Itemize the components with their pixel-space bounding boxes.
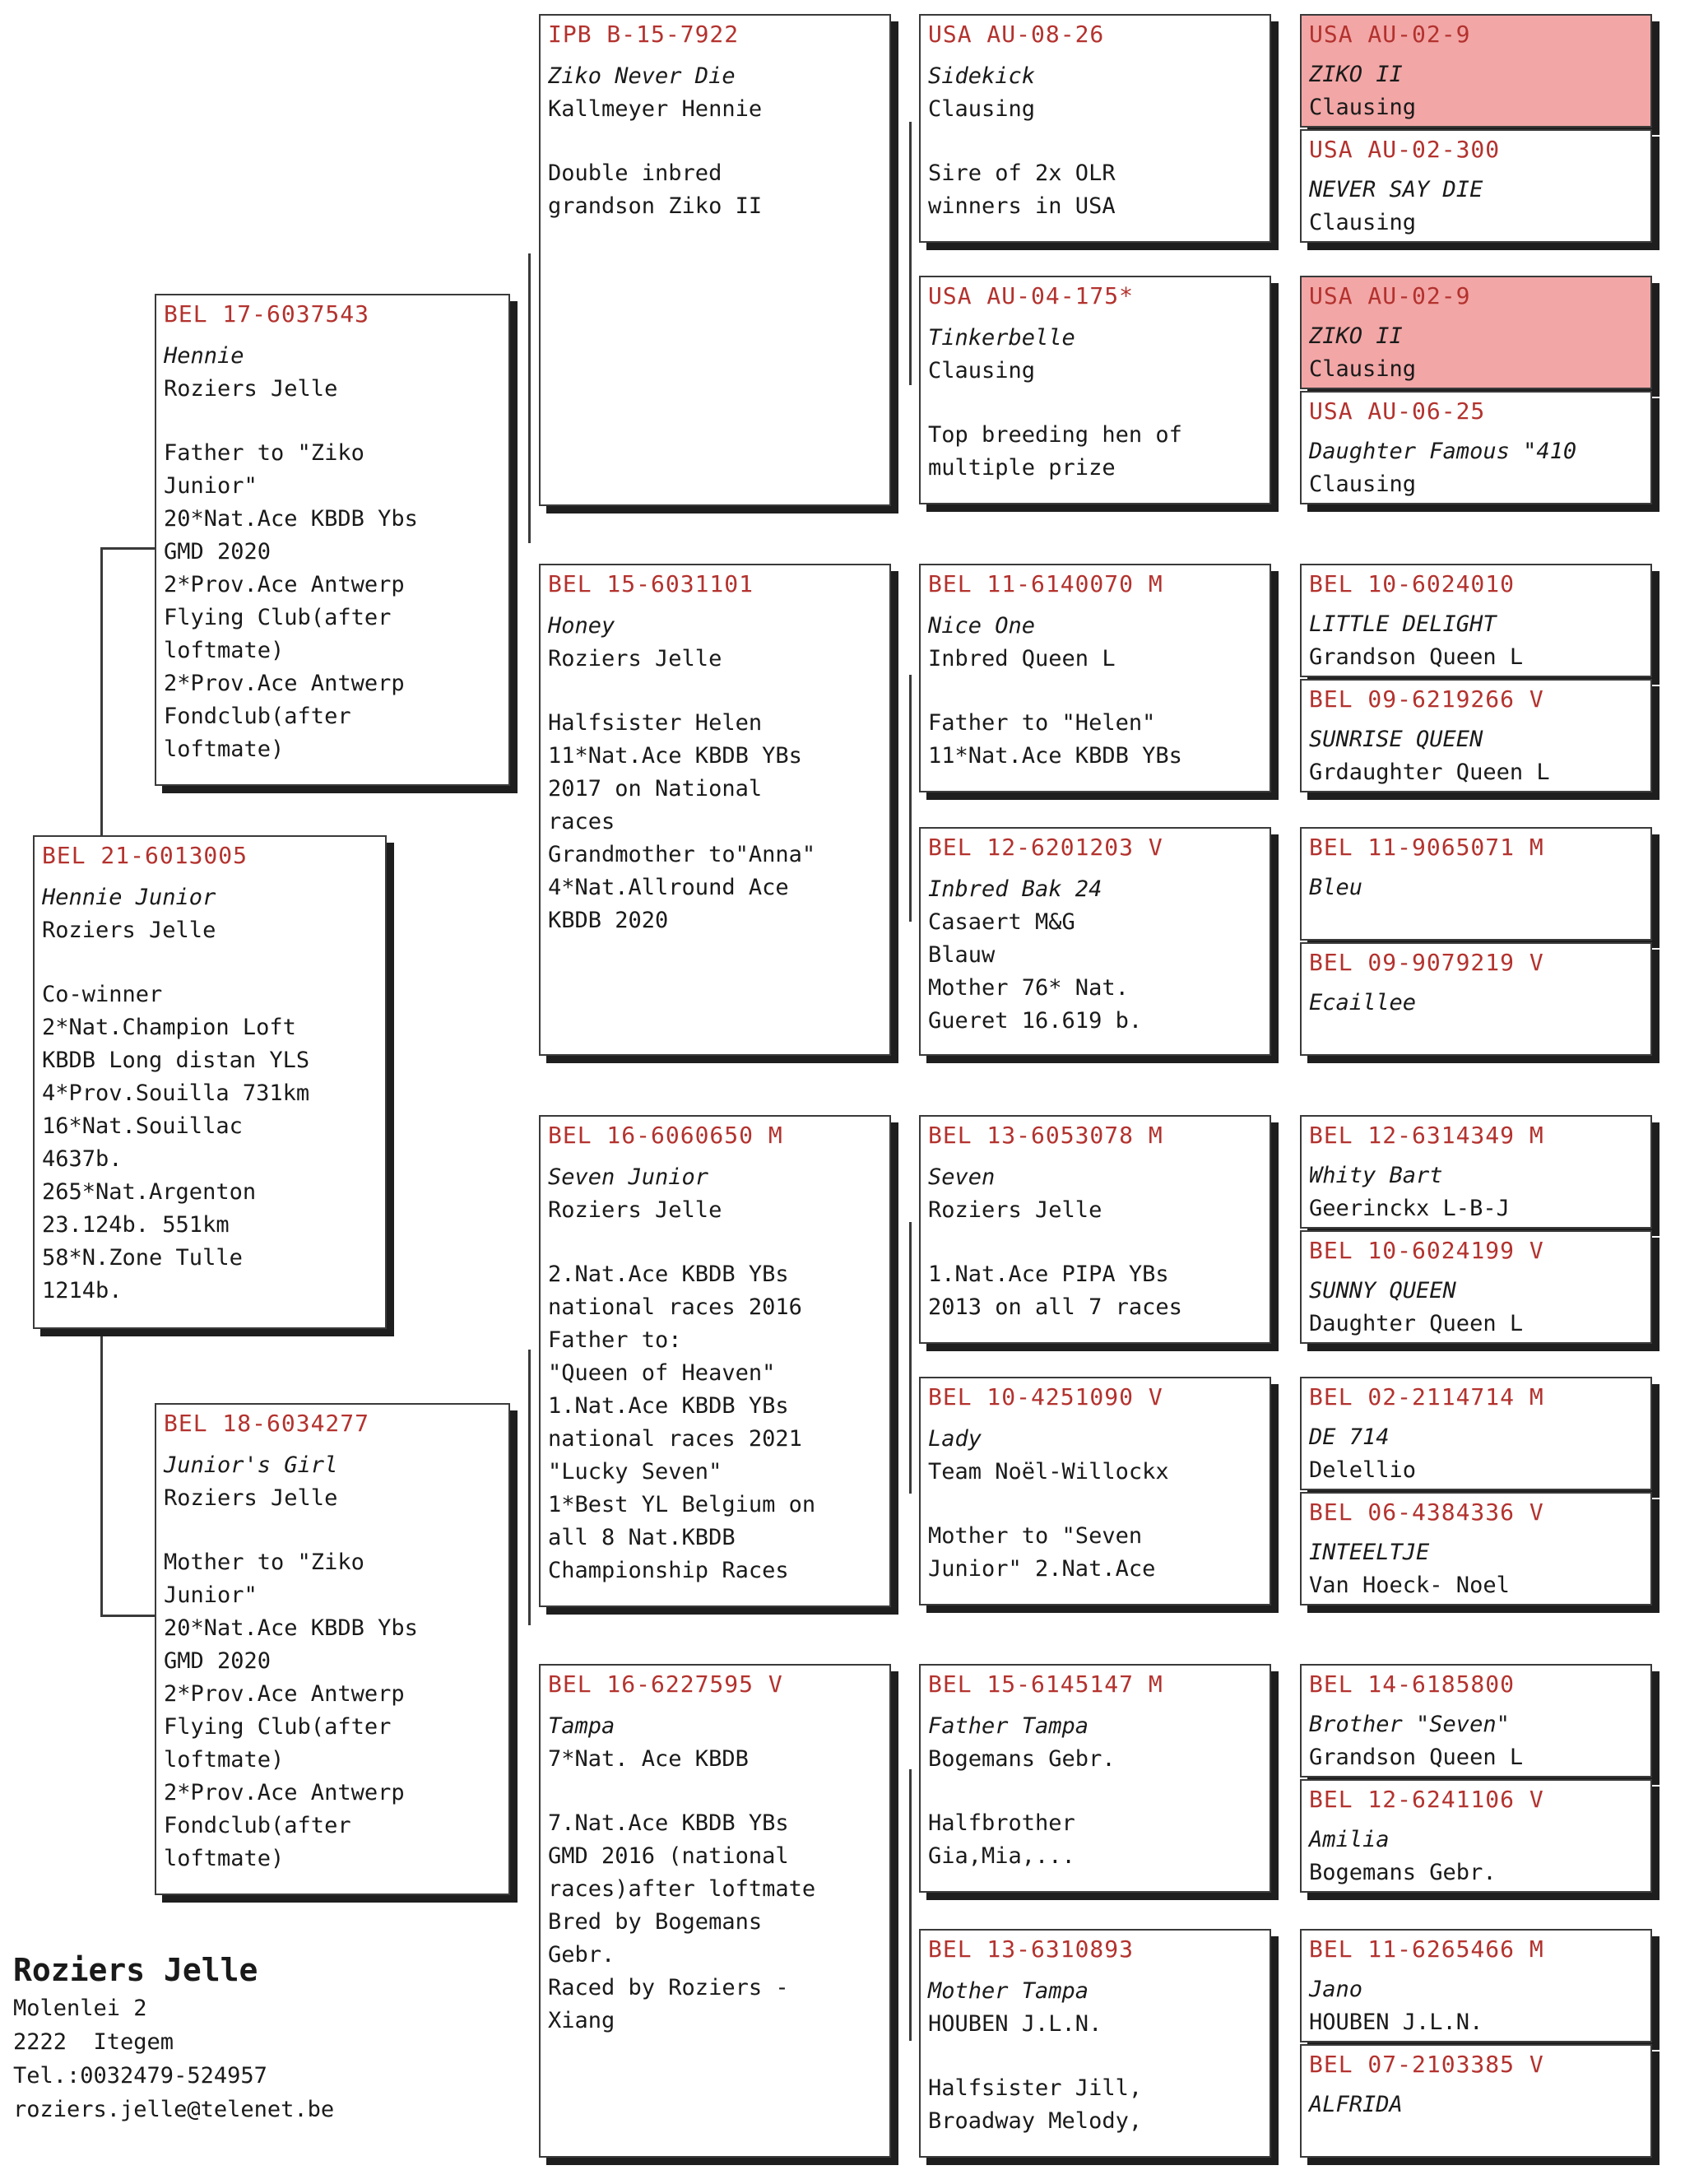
pigeon-notes bbox=[928, 157, 1262, 223]
note-line: 16*Nat.Souillac bbox=[42, 1113, 243, 1139]
connector-line bbox=[100, 1329, 103, 1617]
note-line: KBDB Long distan YLS bbox=[42, 1048, 310, 1073]
note-line: 4*Prov.Souilla 731km bbox=[42, 1080, 310, 1106]
note-line: Raced by Roziers - bbox=[548, 1975, 789, 2000]
ring-number: BEL 10-6024010 bbox=[1309, 570, 1516, 597]
pigeon-owner: 7*Nat. Ace KBDB bbox=[548, 1746, 749, 1772]
note-line: Father to "Ziko bbox=[164, 440, 364, 466]
note-line: Broadway Melody, bbox=[928, 2108, 1143, 2134]
pigeon-notes bbox=[42, 978, 378, 1308]
note-line: 4*Nat.Allround Ace bbox=[548, 875, 789, 900]
pigeon-owner: Roziers Jelle bbox=[548, 1197, 722, 1223]
pigeon-name: Ecaillee bbox=[1309, 990, 1417, 1015]
pigeon-owner: Roziers Jelle bbox=[164, 1485, 338, 1511]
pigeon-name: Tinkerbelle bbox=[928, 325, 1075, 351]
pigeon-owner: Bogemans Gebr. bbox=[1309, 1860, 1497, 1885]
note-line: "Lucky Seven" bbox=[548, 1459, 722, 1485]
breeder-phone: Tel.:0032479-524957 bbox=[13, 2063, 267, 2089]
note-line: Mother to "Ziko bbox=[164, 1550, 364, 1575]
note-line: "Queen of Heaven" bbox=[548, 1360, 776, 1386]
pigeon-owner: Delellio bbox=[1309, 1457, 1417, 1483]
pigeon-notes bbox=[928, 1520, 1262, 1586]
note-line: Gebr. bbox=[548, 1942, 615, 1968]
note-line: 2.Nat.Ace KBDB YBs bbox=[548, 1262, 789, 1287]
pedigree-card-gen5 bbox=[1300, 1492, 1652, 1605]
pigeon-owner: Grdaughter Queen L bbox=[1309, 760, 1550, 785]
pedigree-card-gen3 bbox=[539, 1115, 891, 1607]
note-line: Flying Club(after bbox=[164, 605, 392, 630]
pedigree-card-gen5 bbox=[1300, 276, 1652, 389]
pedigree-card-gen5 bbox=[1300, 14, 1652, 128]
ring-number: USA AU-08-26 bbox=[928, 21, 1105, 48]
ring-number: BEL 12-6314349 M bbox=[1309, 1122, 1544, 1149]
pigeon-name: SUNNY QUEEN bbox=[1309, 1278, 1456, 1303]
pedigree-card-gen4 bbox=[919, 1377, 1271, 1605]
ring-number: BEL 13-6053078 M bbox=[928, 1122, 1163, 1149]
note-line: Junior" bbox=[164, 473, 258, 499]
pigeon-owner: HOUBEN J.L.N. bbox=[928, 2011, 1102, 2037]
note-line: multiple prize bbox=[928, 455, 1116, 481]
ring-number: BEL 09-9079219 V bbox=[1309, 949, 1544, 976]
pigeon-notes bbox=[928, 1258, 1262, 1324]
breeder-city: 2222 Itegem bbox=[13, 2029, 174, 2055]
pigeon-owner: Casaert M&G bbox=[928, 909, 1075, 935]
pigeon-name: Brother "Seven" bbox=[1309, 1712, 1510, 1737]
connector-line bbox=[909, 1222, 912, 1494]
pedigree-card-gen5 bbox=[1300, 1929, 1652, 2042]
note-line: 11*Nat.Ace KBDB YBs bbox=[548, 743, 802, 769]
pigeon-owner: Clausing bbox=[1309, 356, 1417, 382]
pigeon-name: Tampa bbox=[548, 1713, 615, 1739]
note-line: Father to: bbox=[548, 1327, 682, 1353]
note-line: Bred by Bogemans bbox=[548, 1909, 763, 1935]
note-line: 23.124b. 551km bbox=[42, 1212, 230, 1238]
note-line: Junior" 2.Nat.Ace bbox=[928, 1556, 1156, 1582]
pigeon-name: Father Tampa bbox=[928, 1713, 1089, 1739]
pigeon-owner: Roziers Jelle bbox=[548, 646, 722, 671]
ring-number: BEL 06-4384336 V bbox=[1309, 1499, 1544, 1526]
pigeon-owner: Grandson Queen L bbox=[1309, 1745, 1524, 1770]
pigeon-notes bbox=[548, 1807, 882, 2038]
note-line: Junior" bbox=[164, 1582, 258, 1608]
ring-number: BEL 02-2114714 M bbox=[1309, 1383, 1544, 1410]
note-line: Halfbrother bbox=[928, 1810, 1075, 1836]
ring-number: BEL 14-6185800 bbox=[1309, 1671, 1516, 1698]
note-line: 2*Prov.Ace Antwerp bbox=[164, 1681, 405, 1707]
pedigree-card-subject bbox=[33, 835, 387, 1329]
note-line: GMD 2020 bbox=[164, 1648, 272, 1674]
pigeon-owner: Team Noël-Willockx bbox=[928, 1459, 1169, 1485]
pigeon-notes bbox=[548, 707, 882, 937]
pedigree-card-gen5 bbox=[1300, 1664, 1652, 1777]
ring-number: IPB B-15-7922 bbox=[548, 21, 740, 48]
note-line: GMD 2016 (national bbox=[548, 1843, 789, 1869]
note-line: Championship Races bbox=[548, 1558, 789, 1583]
pedigree-card-gen4 bbox=[919, 827, 1271, 1056]
ring-number: BEL 07-2103385 V bbox=[1309, 2051, 1544, 2078]
breeder-name: Roziers Jelle bbox=[13, 1952, 258, 1988]
pigeon-notes bbox=[548, 157, 882, 223]
note-line: Sire of 2x OLR bbox=[928, 160, 1116, 186]
pedigree-card-gen5 bbox=[1300, 2044, 1652, 2158]
pigeon-name: Honey bbox=[548, 613, 615, 639]
note-line: Flying Club(after bbox=[164, 1714, 392, 1740]
pigeon-name: Seven Junior bbox=[548, 1164, 709, 1190]
note-line: grandson Ziko II bbox=[548, 193, 763, 219]
pigeon-owner: HOUBEN J.L.N. bbox=[1309, 2010, 1483, 2035]
pigeon-name: Amilia bbox=[1309, 1827, 1390, 1852]
pigeon-name: Mother Tampa bbox=[928, 1978, 1089, 2004]
pigeon-owner: Geerinckx L-B-J bbox=[1309, 1196, 1510, 1221]
ring-number: BEL 17-6037543 bbox=[164, 300, 370, 328]
pigeon-name: Sidekick bbox=[928, 63, 1036, 89]
note-line: Mother 76* Nat. bbox=[928, 975, 1129, 1001]
pigeon-owner: Clausing bbox=[1309, 95, 1417, 120]
connector-line bbox=[100, 1615, 158, 1617]
connector-line bbox=[528, 253, 531, 543]
pedigree-card-dam bbox=[155, 1403, 510, 1895]
ring-number: BEL 11-6140070 M bbox=[928, 570, 1163, 597]
pigeon-owner: Roziers Jelle bbox=[42, 918, 216, 943]
ring-number: BEL 21-6013005 bbox=[42, 842, 248, 869]
ring-number: BEL 13-6310893 bbox=[928, 1935, 1135, 1963]
ring-number: BEL 18-6034277 bbox=[164, 1410, 370, 1437]
pigeon-name: INTEELTJE bbox=[1309, 1540, 1430, 1565]
ring-number: USA AU-06-25 bbox=[1309, 397, 1486, 425]
note-line: 2*Prov.Ace Antwerp bbox=[164, 671, 405, 696]
note-line: Fondclub(after bbox=[164, 1813, 351, 1838]
pigeon-name: Hennie Junior bbox=[42, 885, 216, 910]
ring-number: BEL 15-6031101 bbox=[548, 570, 754, 597]
pigeon-owner: Roziers Jelle bbox=[164, 376, 338, 402]
pedigree-card-gen5 bbox=[1300, 564, 1652, 677]
note-line: Fondclub(after bbox=[164, 704, 351, 729]
ring-number: USA AU-02-9 bbox=[1309, 282, 1471, 309]
note-line: 4637b. bbox=[42, 1146, 123, 1172]
pigeon-name: ZIKO II bbox=[1309, 323, 1403, 349]
pigeon-owner: Van Hoeck- Noel bbox=[1309, 1573, 1510, 1598]
pigeon-notes bbox=[928, 707, 1262, 773]
pedigree-card-gen4 bbox=[919, 276, 1271, 504]
ring-number: USA AU-04-175* bbox=[928, 282, 1135, 309]
note-line: 2*Nat.Champion Loft bbox=[42, 1015, 296, 1040]
note-line: 1*Best YL Belgium on bbox=[548, 1492, 816, 1517]
pigeon-notes bbox=[928, 1807, 1262, 1873]
ring-number: BEL 10-6024199 V bbox=[1309, 1237, 1544, 1264]
ring-number: BEL 16-6227595 V bbox=[548, 1671, 783, 1698]
pigeon-notes bbox=[164, 1546, 501, 1875]
pigeon-owner: Clausing bbox=[1309, 210, 1417, 235]
pigeon-owner: Daughter Queen L bbox=[1309, 1311, 1524, 1336]
note-line: Blauw bbox=[928, 942, 996, 968]
note-line: Xiang bbox=[548, 2008, 615, 2033]
pedigree-card-gen5 bbox=[1300, 1377, 1652, 1490]
pigeon-name: Ziko Never Die bbox=[548, 63, 736, 89]
note-line: Co-winner bbox=[42, 982, 163, 1007]
note-line: GMD 2020 bbox=[164, 539, 272, 565]
pigeon-owner: Kallmeyer Hennie bbox=[548, 96, 763, 122]
ring-number: BEL 12-6201203 V bbox=[928, 834, 1163, 861]
pigeon-owner: Inbred Queen L bbox=[928, 646, 1116, 671]
pigeon-notes bbox=[928, 939, 1262, 1038]
pigeon-owner: Roziers Jelle bbox=[928, 1197, 1102, 1223]
pedigree-card-sire bbox=[155, 294, 510, 786]
note-line: 2*Prov.Ace Antwerp bbox=[164, 572, 405, 597]
pedigree-card-gen4 bbox=[919, 1115, 1271, 1344]
note-line: national races 2016 bbox=[548, 1294, 802, 1320]
note-line: Gueret 16.619 b. bbox=[928, 1008, 1143, 1034]
note-line: 11*Nat.Ace KBDB YBs bbox=[928, 743, 1182, 769]
note-line: races bbox=[548, 809, 615, 834]
ring-number: USA AU-02-9 bbox=[1309, 21, 1471, 48]
note-line: 1.Nat.Ace PIPA YBs bbox=[928, 1262, 1169, 1287]
note-line: 58*N.Zone Tulle bbox=[42, 1245, 243, 1271]
pigeon-notes bbox=[548, 1258, 882, 1587]
note-line: 265*Nat.Argenton bbox=[42, 1179, 257, 1205]
pigeon-name: Hennie bbox=[164, 343, 244, 369]
note-line: Father to "Helen" bbox=[928, 710, 1156, 736]
connector-line bbox=[100, 547, 103, 835]
ring-number: BEL 10-4251090 V bbox=[928, 1383, 1163, 1410]
note-line: loftmate) bbox=[164, 1846, 285, 1871]
note-line: Double inbred bbox=[548, 160, 722, 186]
ring-number: BEL 12-6241106 V bbox=[1309, 1786, 1544, 1813]
pigeon-name: NEVER SAY DIE bbox=[1309, 177, 1483, 202]
pigeon-name: Lady bbox=[928, 1426, 982, 1452]
note-line: national races 2021 bbox=[548, 1426, 802, 1452]
pigeon-name: Inbred Bak 24 bbox=[928, 876, 1102, 902]
pigeon-name: Nice One bbox=[928, 613, 1036, 639]
pigeon-name: ALFRIDA bbox=[1309, 2092, 1403, 2117]
note-line: KBDB 2020 bbox=[548, 908, 669, 933]
ring-number: BEL 16-6060650 M bbox=[548, 1122, 783, 1149]
pigeon-name: Junior's Girl bbox=[164, 1452, 338, 1478]
pigeon-owner: Bogemans Gebr. bbox=[928, 1746, 1116, 1772]
ring-number: BEL 15-6145147 M bbox=[928, 1671, 1163, 1698]
connector-line bbox=[909, 675, 912, 922]
pedigree-card-gen4 bbox=[919, 14, 1271, 243]
pigeon-notes bbox=[928, 2072, 1262, 2138]
pedigree-card-gen5 bbox=[1300, 129, 1652, 243]
pedigree-card-gen5 bbox=[1300, 942, 1652, 1056]
pigeon-name: DE 714 bbox=[1309, 1424, 1390, 1450]
note-line: Halfsister Helen bbox=[548, 710, 763, 736]
connector-line bbox=[909, 122, 912, 385]
pedigree-card-gen3 bbox=[539, 14, 891, 506]
pigeon-owner: Clausing bbox=[928, 96, 1036, 122]
pedigree-card-gen3 bbox=[539, 564, 891, 1056]
pigeon-name: SUNRISE QUEEN bbox=[1309, 727, 1483, 752]
note-line: races)after loftmate bbox=[548, 1876, 816, 1902]
note-line: Halfsister Jill, bbox=[928, 2075, 1143, 2101]
pedigree-card-gen4 bbox=[919, 1664, 1271, 1893]
note-line: 7.Nat.Ace KBDB YBs bbox=[548, 1810, 789, 1836]
pedigree-card-gen5 bbox=[1300, 679, 1652, 792]
breeder-street: Molenlei 2 bbox=[13, 1996, 147, 2021]
note-line: loftmate) bbox=[164, 1747, 285, 1773]
note-line: 1.Nat.Ace KBDB YBs bbox=[548, 1393, 789, 1419]
ring-number: BEL 09-6219266 V bbox=[1309, 685, 1544, 713]
note-line: all 8 Nat.KBDB bbox=[548, 1525, 736, 1550]
pigeon-name: Daughter Famous "410 bbox=[1309, 439, 1577, 464]
pigeon-owner: Grandson Queen L bbox=[1309, 644, 1524, 670]
note-line: 2*Prov.Ace Antwerp bbox=[164, 1780, 405, 1805]
connector-line bbox=[909, 1769, 912, 2041]
pigeon-owner: Clausing bbox=[1309, 472, 1417, 497]
pedigree-card-gen5 bbox=[1300, 1779, 1652, 1893]
pigeon-name: LITTLE DELIGHT bbox=[1309, 611, 1497, 637]
pigeon-name: Whity Bart bbox=[1309, 1163, 1443, 1188]
note-line: 2017 on National bbox=[548, 776, 763, 802]
pigeon-name: ZIKO II bbox=[1309, 62, 1403, 87]
pigeon-notes bbox=[928, 419, 1262, 485]
note-line: 1214b. bbox=[42, 1278, 123, 1303]
ring-number: BEL 11-6265466 M bbox=[1309, 1935, 1544, 1963]
pigeon-name: Jano bbox=[1309, 1977, 1363, 2002]
connector-line bbox=[100, 547, 158, 550]
note-line: Top breeding hen of bbox=[928, 422, 1182, 448]
note-line: 20*Nat.Ace KBDB Ybs bbox=[164, 1615, 418, 1641]
pigeon-name: Bleu bbox=[1309, 875, 1363, 900]
pedigree-card-gen3 bbox=[539, 1664, 891, 2158]
ring-number: BEL 11-9065071 M bbox=[1309, 834, 1544, 861]
note-line: 20*Nat.Ace KBDB Ybs bbox=[164, 506, 418, 532]
pigeon-name: Seven bbox=[928, 1164, 996, 1190]
pedigree-card-gen5 bbox=[1300, 1230, 1652, 1344]
breeder-info bbox=[13, 1949, 334, 2126]
note-line: loftmate) bbox=[164, 737, 285, 762]
pedigree-card-gen5 bbox=[1300, 827, 1652, 941]
pedigree-card-gen4 bbox=[919, 564, 1271, 792]
note-line: Gia,Mia,... bbox=[928, 1843, 1075, 1869]
note-line: winners in USA bbox=[928, 193, 1116, 219]
ring-number: USA AU-02-300 bbox=[1309, 136, 1501, 163]
breeder-email: roziers.jelle@telenet.be bbox=[13, 2097, 335, 2122]
pigeon-notes bbox=[164, 437, 501, 766]
note-line: loftmate) bbox=[164, 638, 285, 663]
pigeon-owner: Clausing bbox=[928, 358, 1036, 383]
note-line: Mother to "Seven bbox=[928, 1523, 1143, 1549]
pedigree-card-gen4 bbox=[919, 1929, 1271, 2158]
pedigree-card-gen5 bbox=[1300, 391, 1652, 504]
note-line: 2013 on all 7 races bbox=[928, 1294, 1182, 1320]
pedigree-card-gen5 bbox=[1300, 1115, 1652, 1229]
connector-line bbox=[528, 1350, 531, 1625]
note-line: Grandmother to"Anna" bbox=[548, 842, 816, 867]
